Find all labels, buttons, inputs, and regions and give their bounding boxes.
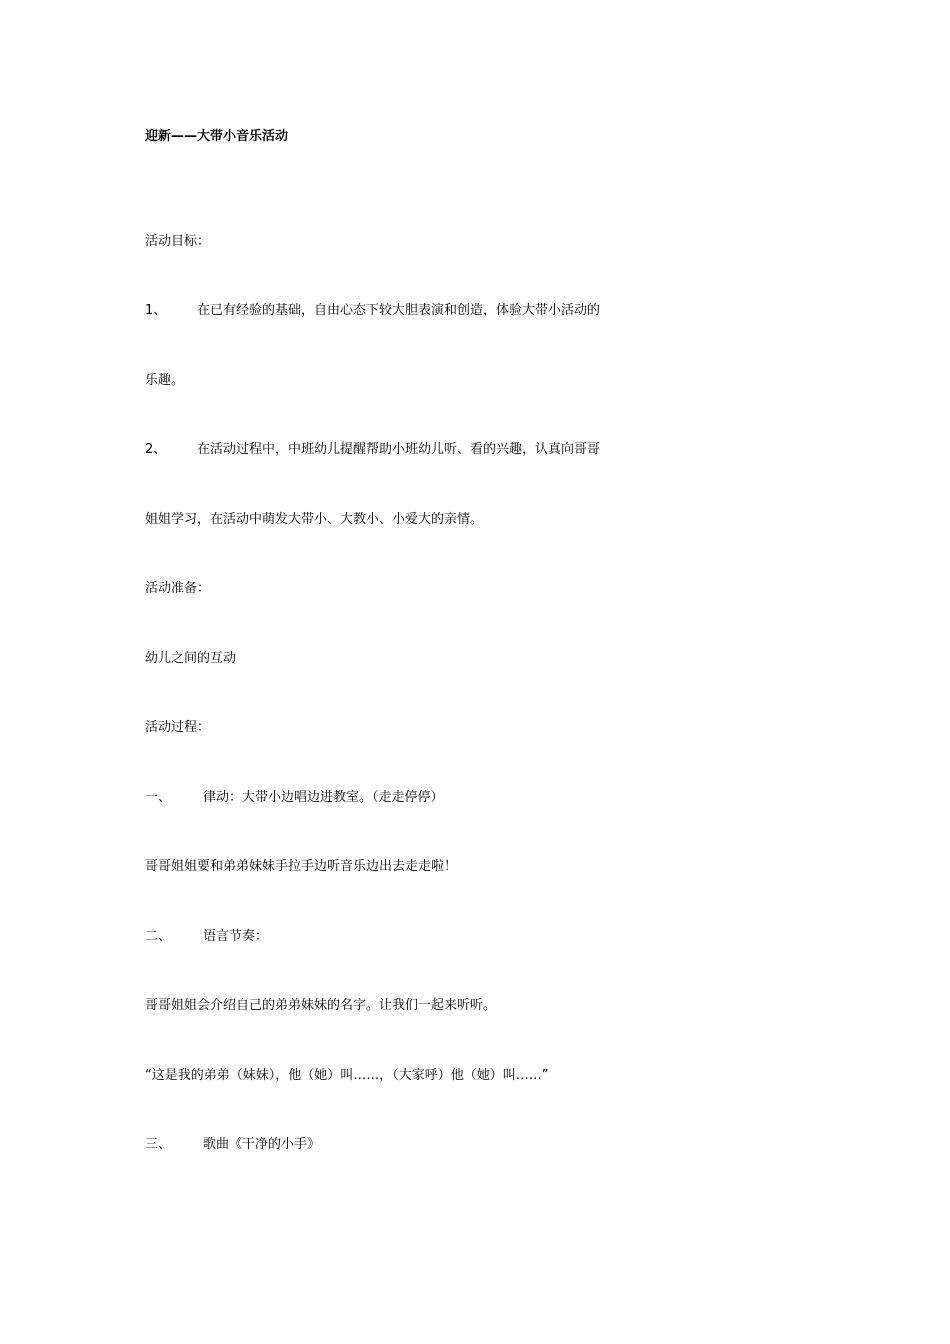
prep-text: 幼儿之间的互动 bbox=[145, 651, 237, 666]
step-1-number: 一、 bbox=[145, 790, 172, 805]
goal-1-continuation: 乐趣。 bbox=[145, 373, 185, 388]
step-2-text: 语言节奏： bbox=[203, 929, 269, 944]
goal-1-text: 在已有经验的基础，自由心态下较大胆表演和创造，体验大带小活动的 bbox=[197, 303, 601, 318]
step-2-quote: “这是我的弟弟（妹妹），他（她）叫……，（大家呼）他（她）叫……” bbox=[145, 1068, 549, 1083]
step-1 bbox=[145, 789, 444, 807]
goal-2-continuation: 姐姐学习，在活动中萌发大带小、大教小、小爱大的亲情。 bbox=[145, 512, 484, 527]
goals-heading: 活动目标： bbox=[145, 234, 211, 249]
step-1-text: 律动：大带小边唱边进教室。（走走停停） bbox=[203, 790, 444, 805]
step-2 bbox=[145, 928, 268, 946]
step-1-detail: 哥哥姐姐要和弟弟妹妹手拉手边听音乐边出去走走啦！ bbox=[145, 859, 458, 874]
step-3-text: 歌曲《干净的小手》 bbox=[203, 1137, 321, 1152]
goal-1-number: 1、 bbox=[145, 303, 167, 318]
step-3-number: 三、 bbox=[145, 1137, 172, 1152]
goal-1 bbox=[145, 302, 600, 320]
prep-heading: 活动准备： bbox=[145, 581, 211, 596]
document-title: 迎新——大带小音乐活动 bbox=[145, 129, 289, 144]
process-heading: 活动过程： bbox=[145, 720, 211, 735]
goal-2 bbox=[145, 441, 600, 459]
goal-2-number: 2、 bbox=[145, 442, 167, 457]
step-2-number: 二、 bbox=[145, 929, 172, 944]
step-2-detail: 哥哥姐姐会介绍自己的弟弟妹妹的名字。让我们一起来听听。 bbox=[145, 998, 497, 1013]
goal-2-text: 在活动过程中，中班幼儿提醒帮助小班幼儿听、看的兴趣，认真向哥哥 bbox=[197, 442, 601, 457]
step-3 bbox=[145, 1136, 320, 1154]
